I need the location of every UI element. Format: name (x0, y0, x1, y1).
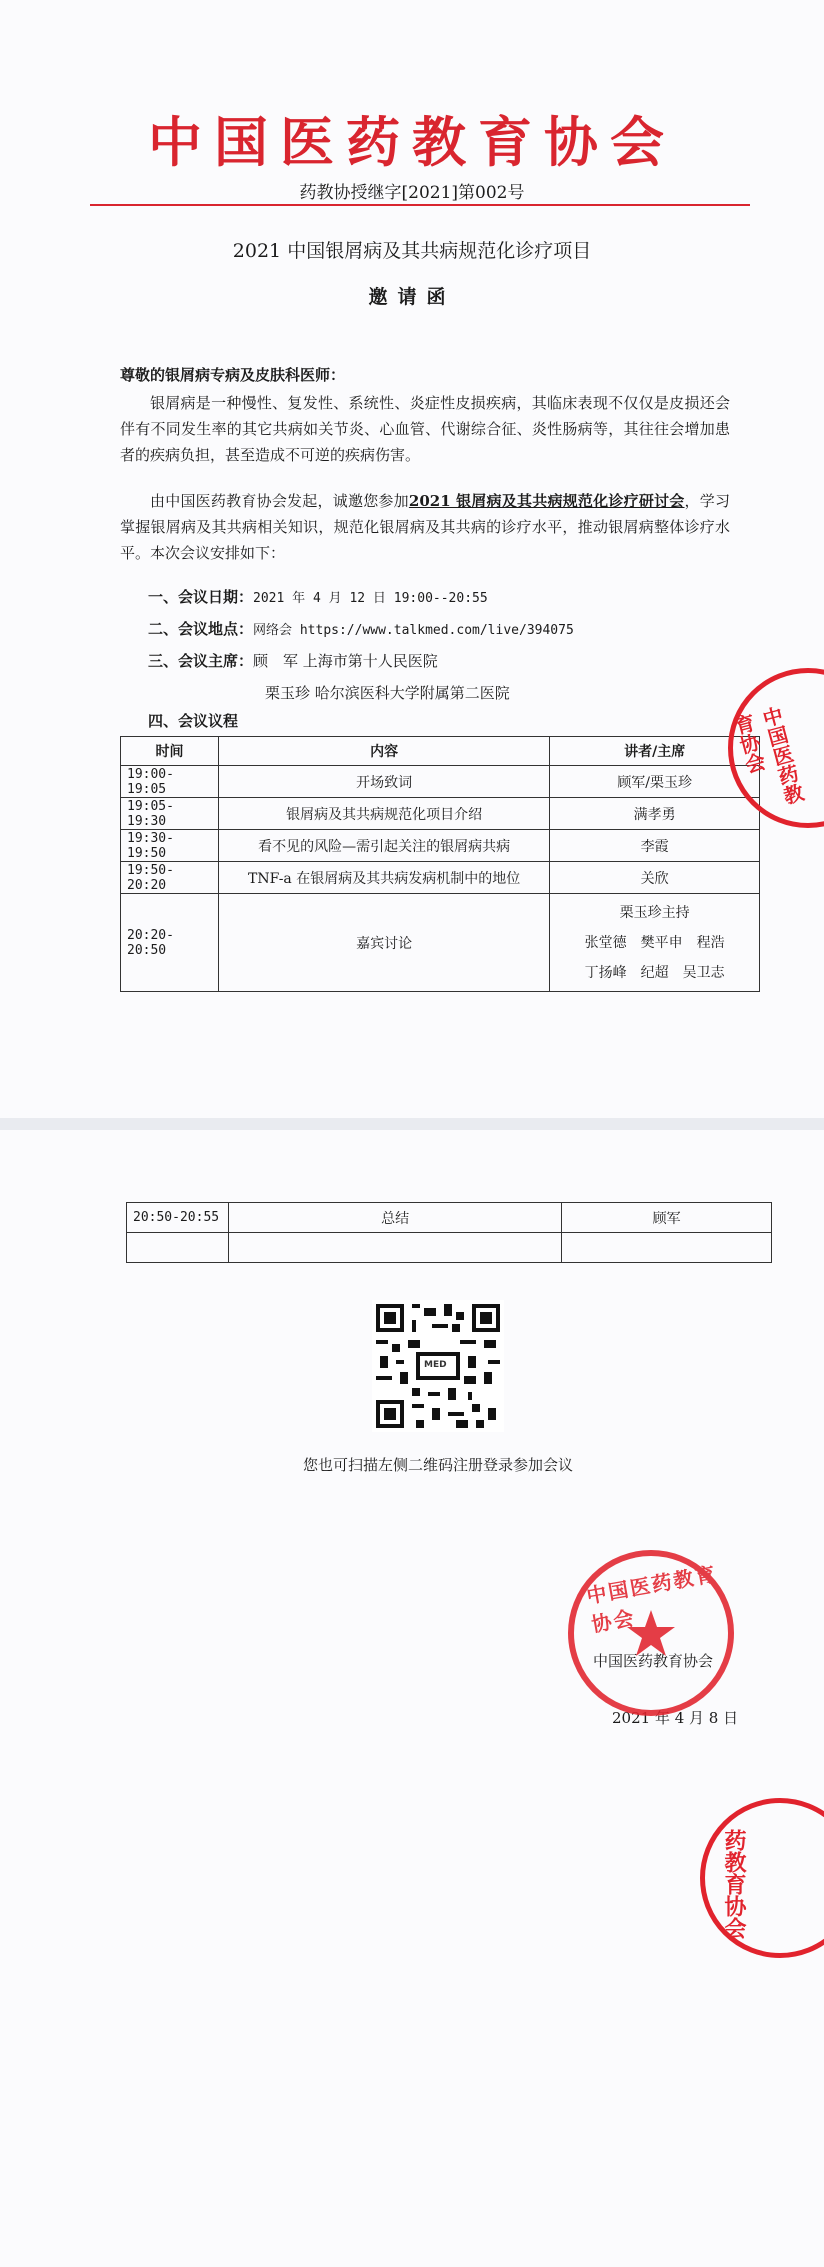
row-speaker: 顾军/栗玉珍 (550, 766, 760, 798)
table-row (121, 830, 760, 862)
org-letterhead-title: 中国医药教育协会 (148, 110, 676, 174)
row-speaker: 满孝勇 (550, 798, 760, 830)
signature-org: 中国医药教育协会 (593, 1652, 714, 1670)
invitation-title: 邀请函 (368, 286, 456, 308)
row-content: 看不见的风险—需引起关注的银屑病共病 (218, 830, 549, 862)
meeting-location-label: 二、会议地点： (148, 620, 254, 638)
agenda-heading: 四、会议议程 (148, 712, 239, 730)
row-content: 开场致词 (218, 766, 549, 798)
row-time (127, 1233, 229, 1263)
document-page-1 (0, 0, 824, 1118)
meeting-chair (148, 648, 438, 674)
meeting-date (148, 584, 488, 612)
meeting-chair-1: 顾 军 上海市第十人民医院 (253, 652, 438, 670)
row-content: TNF-a 在银屑病及其共病发病机制中的地位 (218, 862, 549, 894)
row-content: 银屑病及其共病规范化项目介绍 (218, 798, 549, 830)
row-content (228, 1233, 561, 1263)
document-number: 药教协授继字[2021]第002号 (299, 183, 525, 203)
table-row (121, 894, 760, 992)
salutation: 尊敬的银屑病专病及皮肤科医师： (120, 366, 346, 384)
speaker-line: 丁扬峰 纪超 吴卫志 (584, 964, 725, 981)
meeting-date-value: 2021 年 4 月 12 日 19:00--20:55 (253, 591, 488, 606)
header-time: 时间 (121, 737, 219, 766)
intro-paragraph: 银屑病是一种慢性、复发性、系统性、炎症性皮损疾病，其临床表现不仅仅是皮损还会伴有不同发生率的其它共病如关节炎、心血管、代谢综合征、炎性肠病等，其往往会增加患者的疾病负担，甚至造成不可逆的疾病伤害。 (120, 394, 730, 464)
invitation-text-start: 由中国医药教育协会发起，诚邀您参加 (150, 492, 409, 510)
table-row (121, 862, 760, 894)
row-time: 19:05-19:30 (121, 798, 219, 830)
meeting-chair-2: 栗玉珍 哈尔滨医科大学附属第二医院 (265, 684, 510, 702)
official-seal-stamp (568, 1550, 734, 1716)
row-content: 总结 (228, 1203, 561, 1233)
letterhead-divider (90, 204, 750, 206)
invitation-paragraph (120, 488, 730, 566)
project-title: 2021 中国银屑病及其共病规范化诊疗项目 (232, 240, 592, 262)
agenda-table (120, 736, 760, 992)
partial-seal-bottom-text: 药教育协会 (721, 1829, 747, 1939)
meeting-location-value[interactable]: 网络会 https://www.talkmed.com/live/394075 (253, 623, 574, 638)
row-speaker: 关欣 (550, 862, 760, 894)
document-page-2 (0, 1130, 824, 2267)
partial-seal-text: 中国医药教育协会 (729, 704, 807, 808)
invitation-text-end: ，学习掌握银屑病及其共病相关知识，规范化银屑病及其共病的诊疗水平，推动银屑病整体诊疗水平。本次会议安排如下： (120, 492, 730, 562)
table-row (121, 766, 760, 798)
partial-seal-stamp-bottom (700, 1798, 824, 1958)
table-row (121, 798, 760, 830)
row-time: 19:30-19:50 (121, 830, 219, 862)
row-speaker (550, 894, 760, 992)
official-seal-text: 中国医药教育协会 (584, 1561, 719, 1637)
table-row (127, 1203, 772, 1233)
agenda-table-continued (126, 1202, 772, 1263)
row-time: 19:50-20:20 (121, 862, 219, 894)
signature-date: 2021 年 4 月 8 日 (612, 1709, 739, 1727)
row-speaker: 顾军 (562, 1203, 772, 1233)
agenda-header-row (121, 737, 760, 766)
meeting-name: 2021 银屑病及其共病规范化诊疗研讨会 (408, 492, 685, 510)
meeting-location (148, 616, 574, 644)
speaker-line: 栗玉珍主持 (619, 904, 690, 921)
row-content: 嘉宾讨论 (218, 894, 549, 992)
registration-qr-code[interactable] (372, 1300, 504, 1432)
speaker-line: 张堂德 樊平申 程浩 (584, 934, 725, 951)
qr-logo-text: MED (424, 1360, 447, 1370)
header-content: 内容 (218, 737, 549, 766)
row-time: 20:50-20:55 (127, 1203, 229, 1233)
meeting-date-label: 一、会议日期： (148, 588, 254, 606)
row-time: 19:00-19:05 (121, 766, 219, 798)
table-row (127, 1233, 772, 1263)
header-speaker: 讲者/主席 (550, 737, 760, 766)
row-time: 20:20-20:50 (121, 894, 219, 992)
row-speaker: 李霞 (550, 830, 760, 862)
qr-caption: 您也可扫描左侧二维码注册登录参加会议 (302, 1456, 573, 1474)
row-speaker (562, 1233, 772, 1263)
meeting-chair-label: 三、会议主席： (148, 652, 254, 670)
